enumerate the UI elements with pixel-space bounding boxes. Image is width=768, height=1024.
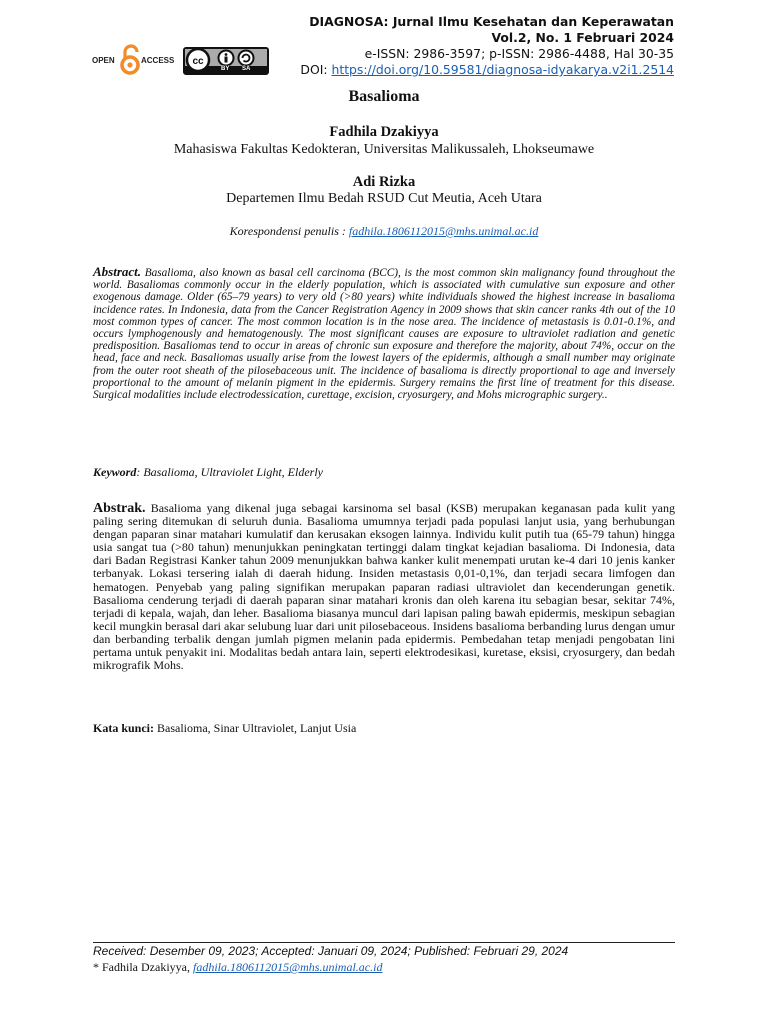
abstract-english xyxy=(93,266,675,401)
doi-link[interactable]: https://doi.org/10.59581/diagnosa-idyakarya.v2i1.2514 xyxy=(331,62,674,77)
keywords-english xyxy=(93,465,675,480)
license-by-label: BY xyxy=(221,66,230,72)
footer-dates: Received: Desember 09, 2023; Accepted: Januari 09, 2024; Published: Februari 29, 2024 xyxy=(93,944,569,958)
author-2-name: Adi Rizka xyxy=(352,174,416,190)
abstract-indonesian-label: Abstrak. xyxy=(93,501,146,516)
author-1-affiliation: Mahasiswa Fakultas Kedokteran, Universitas Malikussaleh, Lhokseumawe xyxy=(173,142,595,157)
correspondence-email-link[interactable]: fadhila.1806112015@mhs.unimal.ac.id xyxy=(348,224,539,238)
keywords-english-label: Keyword xyxy=(93,465,137,479)
footer-author-note xyxy=(93,960,382,975)
abstract-english-text: Basalioma, also known as basal cell carcinoma (BCC), is the most common skin malignancy found throughout the world. Basaliomas commonly occur in the elderly population, which is associated with cumulative sun exposure and other exogenous damage. Older (65–79 years) to very old (>80 years) white individuals showed the highest increase in basalioma incidence rates. In Indonesia, data from the Cancer Registration Agency in 2009 shows that skin cancer ranks 4th out of the 10 most common types of cancer. The most common location is in the nose area. The incidence of metastasis is 0.01-0.1%, and occurs lymphogenously and hematogenously. The most significant causes are exposure to ultraviolet radiation and genetic predisposition. Basaliomas tend to occur in areas of chronic sun exposure and therefore the majority, about 74%, occur on the head, face and neck. Basaliomas usually arise from the lowest layers of the epidermis, although a small number may originate from the outer root sheath of the pilosebaceous unit. The incidence of basalioma is directly proportional to age and inversely proportional to the amount of melanin pigment in the epidermis. Surgery remains the first line of treatment for this disease. Surgical modalities include electrodessication, curettage, excision, cryosurgery, and Mohs micrographic surgery.. xyxy=(93,267,675,402)
open-lock-icon xyxy=(119,44,141,76)
open-access-left-text: OPEN xyxy=(92,56,115,65)
keywords-indonesian xyxy=(93,721,675,736)
keywords-indonesian-list: Basalioma, Sinar Ultraviolet, Lanjut Usia xyxy=(154,721,357,735)
abstract-english-label: Abstract. xyxy=(93,264,142,279)
author-1-name: Fadhila Dzakiyya xyxy=(329,124,439,140)
keywords-english-list: : Basalioma, Ultraviolet Light, Elderly xyxy=(136,465,323,479)
footer-author-prefix: * Fadhila Dzakiyya, xyxy=(93,960,193,974)
correspondence-label: Korespondensi penulis : xyxy=(229,224,349,238)
footer-author-email-link[interactable]: fadhila.1806112015@mhs.unimal.ac.id xyxy=(192,960,383,974)
journal-issn: e-ISSN: 2986-3597; p-ISSN: 2986-4488, Hal 30-35 xyxy=(364,46,674,61)
abstract-indonesian xyxy=(93,502,675,672)
cc-by-sa-license-badge xyxy=(183,47,269,75)
doi-label: DOI: xyxy=(300,62,332,77)
footer-divider xyxy=(93,942,675,943)
author-2-affiliation: Departemen Ilmu Bedah RSUD Cut Meutia, Aceh Utara xyxy=(226,191,542,206)
svg-text:cc: cc xyxy=(192,56,204,67)
abstract-indonesian-text: Basalioma yang dikenal juga sebagai karsinoma sel basal (KSB) merupakan keganasan pada kulit yang paling sering ditemukan di seluruh dunia. Basalioma umumnya terjadi pada populasi lanjut usia, yang berhubungan dengan paparan sinar matahari kumulatif dan kerusakan eksogen lainnya. Individu kulit putih tua (65-79 tahun) hingga usia sangat tua (>80 tahun) menunjukkan peningkatan tertinggi dalam tingkat kejadian basalioma. Di Indonesia, data dari Badan Registrasi Kanker tahun 2009 menunjukkan bahwa kanker kulit menempati urutan ke-4 dari 10 jenis kanker terbanyak. Lokasi tersering ialah di daerah hidung. Insiden metastasis 0,01-0,1%, dan terjadi secara limfogen dan hematogen. Penyebab yang paling signifikan merupakan paparan radiasi ultraviolet dan kecenderungan genetik. Basalioma cenderung terjadi di daerah paparan sinar matahari kronis dan oleh karena itu sebagian besar, sekitar 74%, terjadi di kepala, wajah, dan leher. Basalioma biasanya muncul dari lapisan paling bawah epidermis, meskipun sebagian kecil mungkin berasal dari akar selubung luar dari unit pilosebaceous. Insidens basalioma berbanding lurus dengan umur dan berbanding terbalik dengan jumlah pigmen melanin pada epidermis. Pembedahan tetap menjadi pengobatan lini pertama untuk penyakit ini. Modalitas bedah antara lain, seperti elektrodesikasi, kuretase, eksisi, cryosurgery, dan bedah mikrografik Mohs. xyxy=(93,501,675,673)
journal-doi xyxy=(300,62,674,78)
open-access-logo xyxy=(92,44,184,76)
journal-name: DIAGNOSA: Jurnal Ilmu Kesehatan dan Keperawatan xyxy=(309,14,674,29)
article-title: Basalioma xyxy=(348,88,420,105)
license-sa-label: SA xyxy=(242,66,251,72)
journal-volume: Vol.2, No. 1 Februari 2024 xyxy=(491,30,674,45)
correspondence-line xyxy=(0,224,768,239)
open-access-right-text: ACCESS xyxy=(141,56,175,65)
keywords-indonesian-label: Kata kunci: xyxy=(93,721,155,735)
